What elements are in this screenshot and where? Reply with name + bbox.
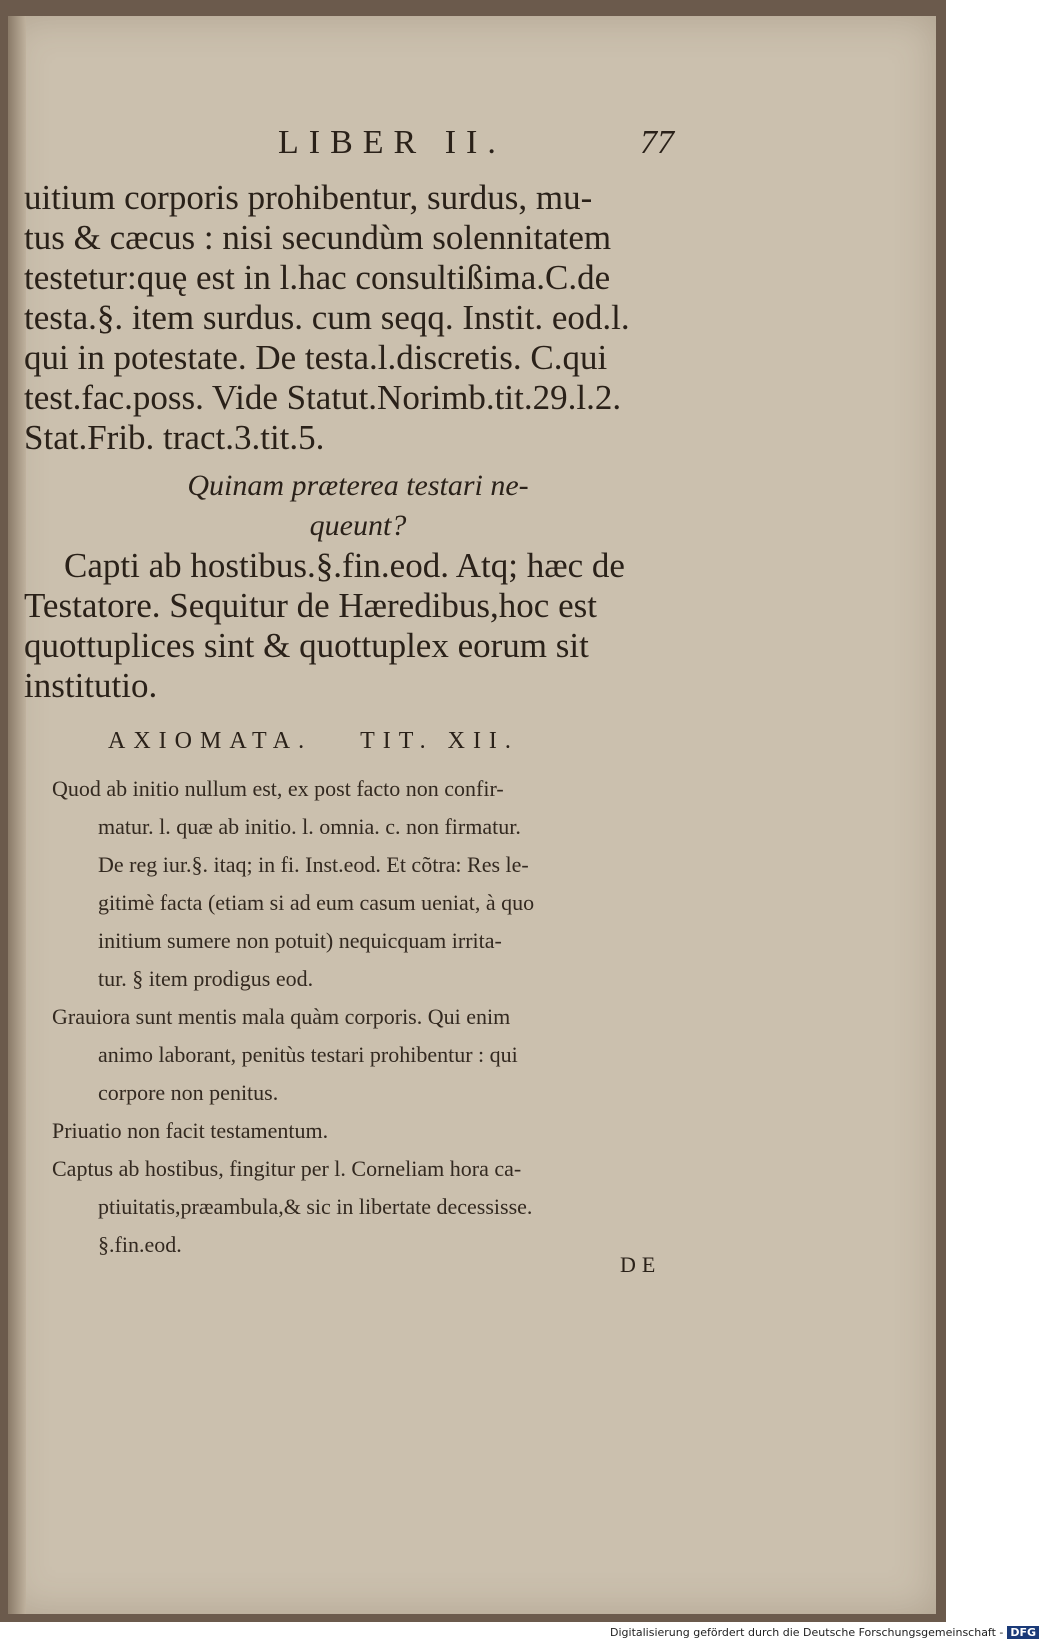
answer-line: institutio. <box>24 666 158 705</box>
axiom-line: §.fin.eod. <box>98 1232 182 1257</box>
page-number: 77 <box>640 124 674 161</box>
answer-line: quottuplices sint & quottuplex eorum sit <box>24 626 589 665</box>
axiom-item <box>52 998 692 1112</box>
dfg-badge: DFG <box>1007 1626 1039 1639</box>
main-paragraph <box>24 178 684 458</box>
answer-line: Testatore. Sequitur de Hæredibus,hoc est <box>24 586 597 625</box>
section-title: TIT. XII. <box>360 728 519 754</box>
axiom-line: ptiuitatis,præambula,& sic in libertate decessisse. <box>98 1194 533 1219</box>
axiom-item <box>52 770 692 998</box>
axiom-line: Quod ab initio nullum est, ex post facto non confir- <box>52 776 504 801</box>
running-head <box>8 116 936 166</box>
axiom-line: corpore non penitus. <box>98 1080 279 1105</box>
text-line: tus & cæcus : nisi secundùm solennitatem <box>24 218 612 257</box>
question-line: Quinam præterea testari ne- <box>187 469 529 502</box>
footer-text: Digitalisierung gefördert durch die Deutsche Forschungsgemeinschaft - <box>610 1626 1004 1639</box>
text-line: uitium corporis prohibentur, surdus, mu- <box>24 178 593 217</box>
text-line: testa.§. item surdus. cum seqq. Instit. eod.l. <box>24 298 630 337</box>
digitization-footer <box>610 1626 1039 1644</box>
book-page <box>8 16 936 1614</box>
text-line: test.fac.poss. Vide Statut.Norimb.tit.29.l.2. <box>24 378 622 417</box>
running-head-title: LIBER II. <box>278 124 506 161</box>
axiom-line: matur. l. quæ ab initio. l. omnia. c. non firmatur. <box>98 814 521 839</box>
section-heading <box>108 728 668 755</box>
text-line: qui in potestate. De testa.l.discretis. C.qui <box>24 338 608 377</box>
axiom-line: Priuatio non facit testamentum. <box>52 1118 329 1143</box>
axiom-line: animo laborant, penitùs testari prohibentur : qui <box>98 1042 518 1067</box>
axiom-line: De reg iur.§. itaq; in fi. Inst.eod. Et cõtra: Res le- <box>98 852 529 877</box>
axiom-line: initium sumere non potuit) nequicquam irrita- <box>98 928 502 953</box>
axiom-line: Grauiora sunt mentis mala quàm corporis. Qui enim <box>52 1004 511 1029</box>
section-label: AXIOMATA. <box>108 728 313 754</box>
text-line: testetur:quę est in l.hac consultißima.C.de <box>24 258 611 297</box>
axiom-line: Captus ab hostibus, fingitur per l. Corneliam hora ca- <box>52 1156 522 1181</box>
axiom-line: tur. § item prodigus eod. <box>98 966 314 991</box>
axioms-list <box>52 770 692 1264</box>
axiom-item <box>52 1150 692 1264</box>
question-heading <box>8 466 708 546</box>
axiom-line: gitimè facta (etiam si ad eum casum ueniat, à quo <box>98 890 535 915</box>
catchword: DE <box>620 1252 662 1277</box>
axiom-item <box>52 1112 692 1150</box>
text-line: Stat.Frib. tract.3.tit.5. <box>24 418 325 457</box>
answer-line: Capti ab hostibus.§.fin.eod. Atq; hæc de <box>64 546 625 585</box>
question-line: queunt? <box>309 509 407 542</box>
answer-paragraph <box>24 546 684 706</box>
